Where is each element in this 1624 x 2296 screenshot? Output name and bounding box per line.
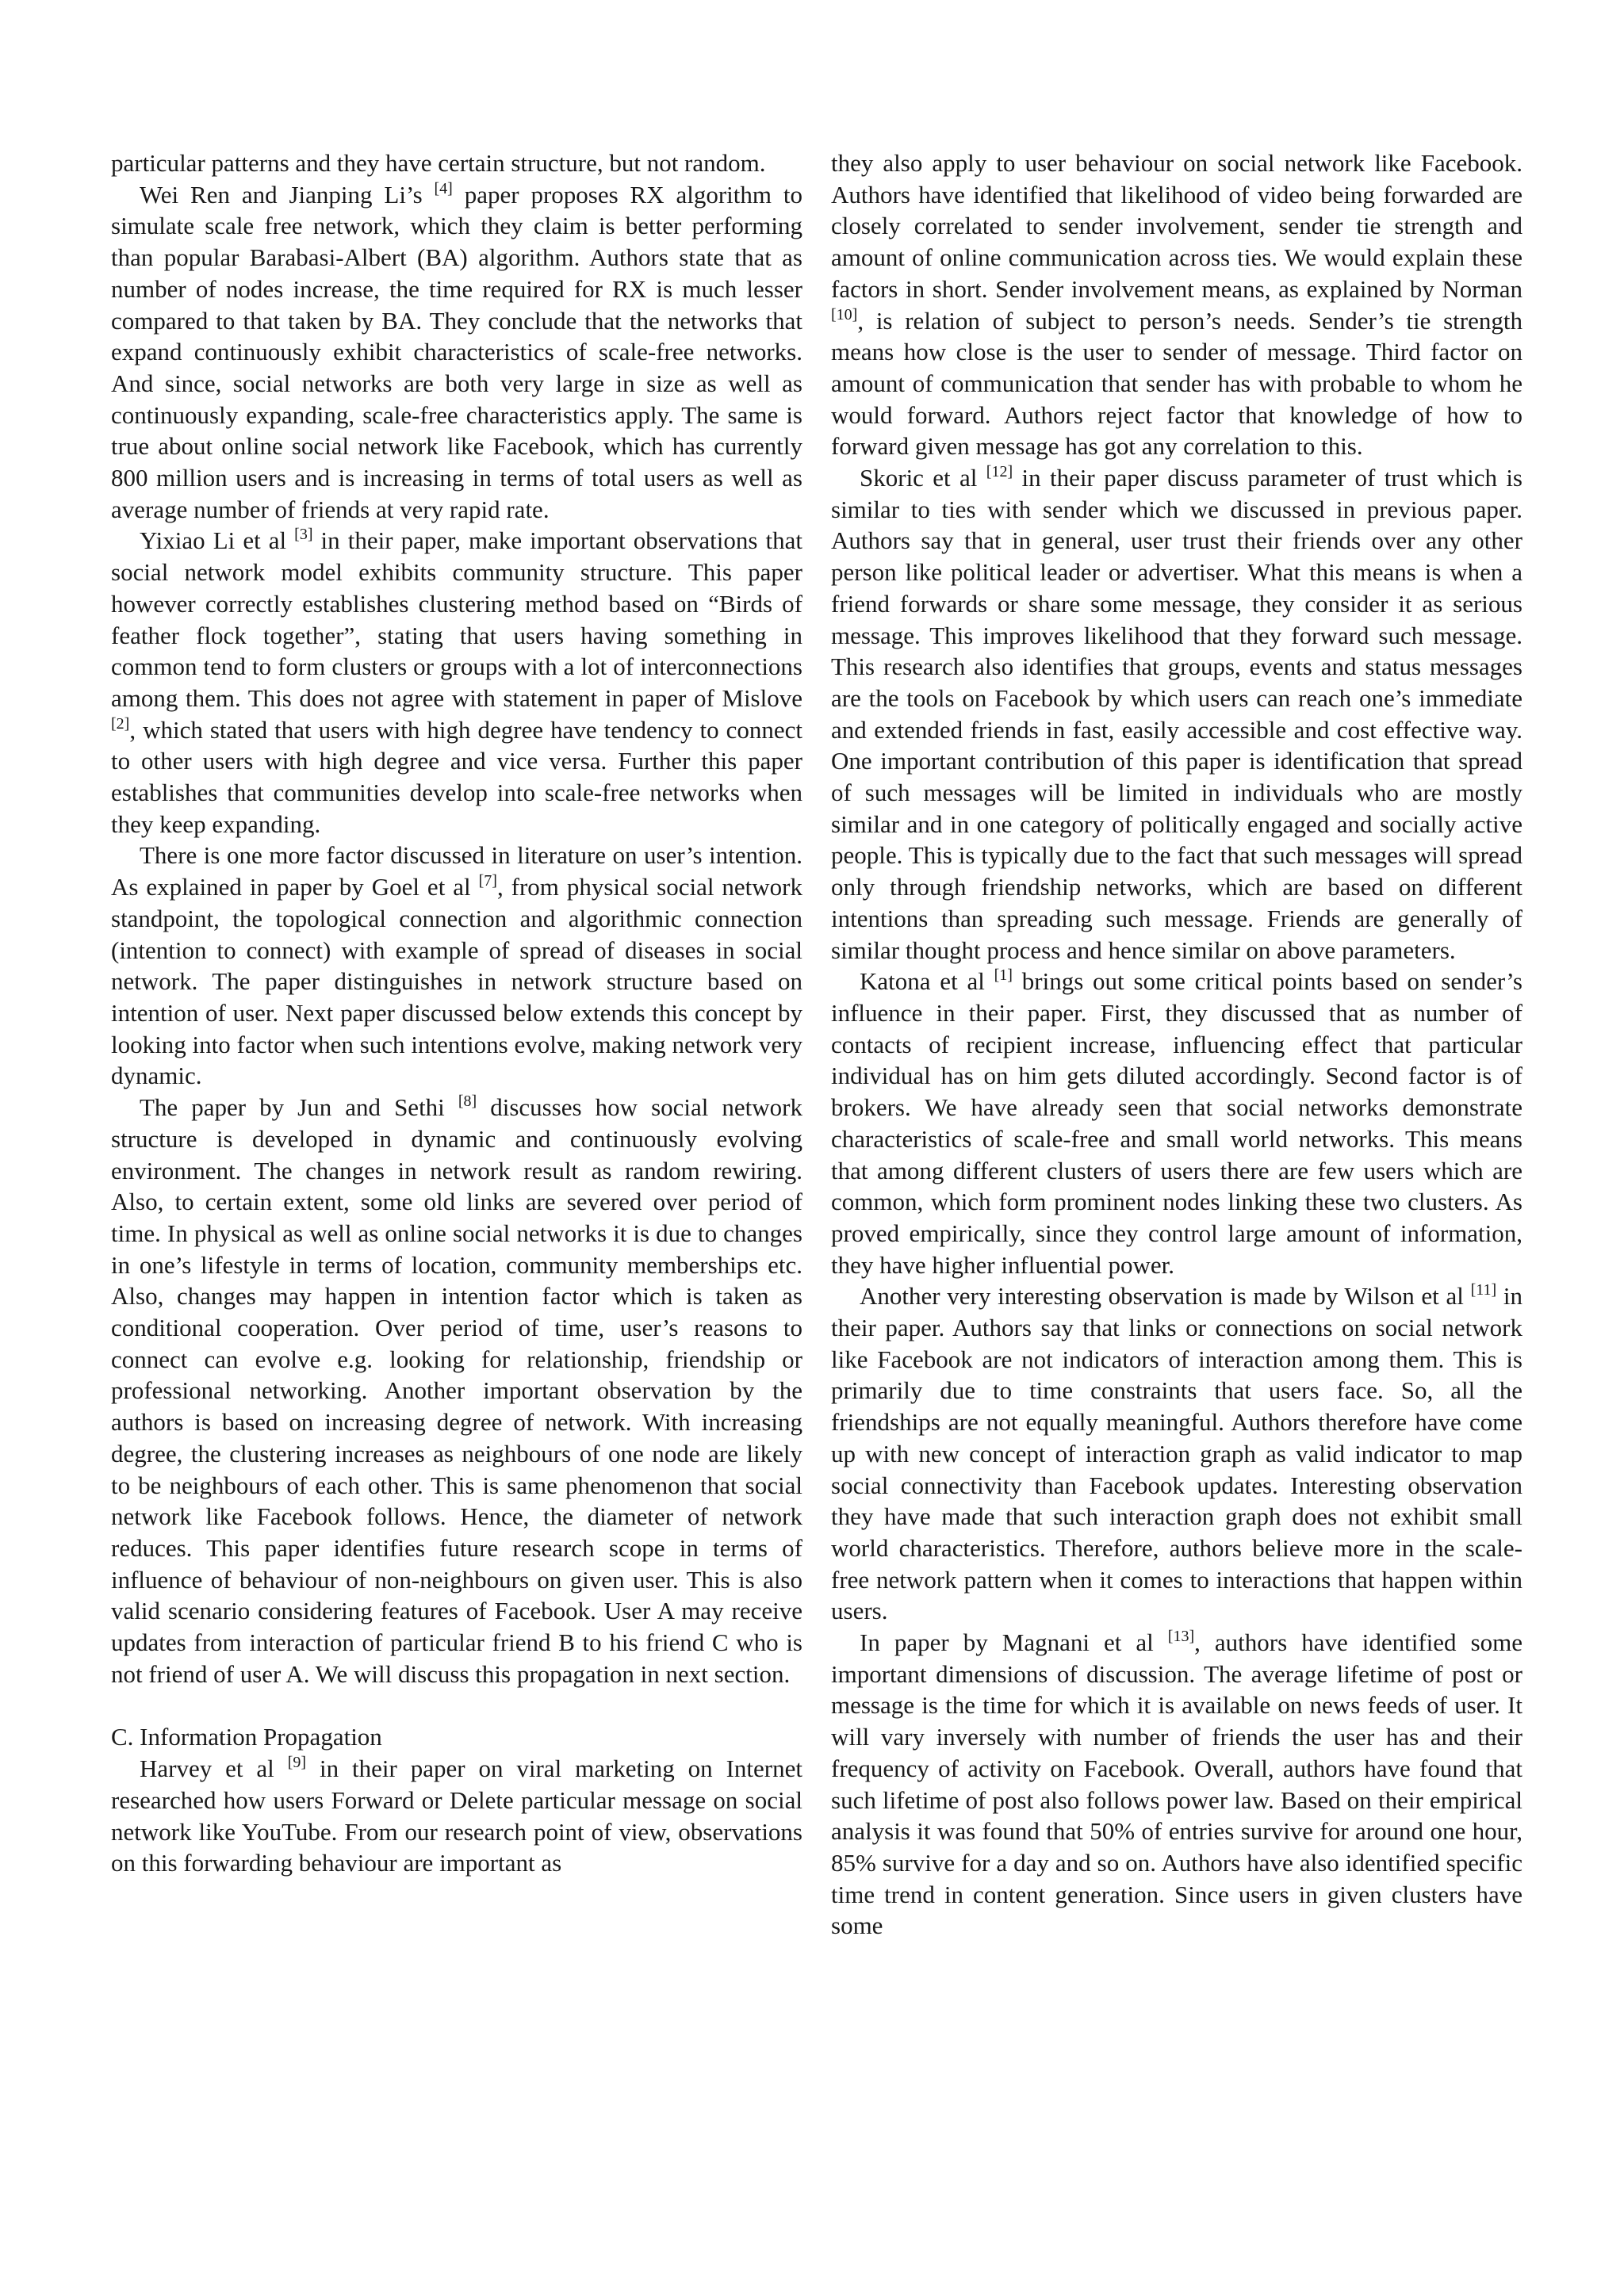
- paragraph: Katona et al [1] brings out some critical points based on sender’s influence in their paper. First, they discussed that as number of contacts of recipient increase, influencing effect that particular individual has on him gets diluted accordingly. Second factor is of brokers. We have already seen that social networks demonstrate characteristics of scale-free and small world networks. This means that among different clusters of users there are few users which are common, which form prominent nodes linking these two clusters. As proved empirically, since they control large amount of information, they have higher influential power.: [831, 966, 1522, 1279]
- paragraph: they also apply to user behaviour on social network like Facebook. Authors have identified that likelihood of video being forwarded are closely correlated to sender involvement, sender tie strength and amount of online communication across ties. We would explain these factors in short. Sender involvement means, as explained by Norman [10], is relation of subject to person’s needs. Sender’s tie strength means how close is the user to sender of message. Third factor on amount of communication that sender has with probable to whom he would forward. Authors reject factor that knowledge of how to forward given message has got any correlation to this.: [831, 149, 1522, 461]
- citation: [11]: [1470, 1281, 1497, 1299]
- citation: [4]: [434, 179, 453, 197]
- section-gap: [111, 1689, 802, 1721]
- citation: [1]: [994, 966, 1013, 985]
- citation: [10]: [831, 305, 858, 323]
- paragraph: particular patterns and they have certain structure, but not random.: [111, 149, 766, 177]
- citation: [7]: [478, 872, 497, 890]
- right-column: [831, 147, 1522, 1942]
- citation: [3]: [294, 526, 313, 544]
- citation: [9]: [287, 1754, 307, 1772]
- paragraph: Yixiao Li et al [3] in their paper, make important observations that social network model exhibits community structure. This paper however correctly establishes clustering method based on “Birds of feather flock together”, stating that users having something in common tend to form clusters or groups with a lot of interconnections among them. This does not agree with statement in paper of Mislove [2], which stated that users with high degree have tendency to connect to other users with high degree and vice versa. Further this paper establishes that communities develop into scale-free networks when they keep expanding.: [111, 526, 802, 838]
- citation: [8]: [458, 1093, 477, 1111]
- paragraph: Skoric et al [12] in their paper discuss parameter of trust which is similar to ties with sender which we discussed in previous paper. Authors say that in general, user trust their friends over any other person like political leader or advertiser. What this means is when a friend forwards or share some message, they consider it as serious message. This improves likelihood that they forward such message. This research also identifies that groups, events and status messages are the tools on Facebook by which users can reach one’s immediate and extended friends in fast, easily accessible and cost effective way. One important contribution of this paper is identification that spread of such messages will be limited in individuals who are mostly similar and in one category of politically engaged and socially active people. This is typically due to the fact that such messages will spread only through friendship networks, which are based on different intentions than spreading such message. Friends are generally of similar thought process and hence similar on above parameters.: [831, 463, 1522, 964]
- paragraph: The paper by Jun and Sethi [8] discusses how social network structure is developed in dynamic and continuously evolving environment. The changes in network result as random rewiring. Also, to certain extent, some old links are severed over period of time. In physical as well as online social networks it is due to changes in one’s lifestyle in terms of location, community memberships etc. Also, changes may happen in intention factor which is taken as conditional cooperation. Over period of time, user’s reasons to connect can evolve e.g. looking for relationship, friendship or professional networking. Another important observation by the authors is based on increasing degree of network. With increasing degree, the clustering increases as neighbours of one node are likely to be neighbours of each other. This is same phenomenon that social network like Facebook follows. Hence, the diameter of network reduces. This paper identifies future research scope in terms of influence of behaviour of non-neighbours on given user. This is also valid scenario considering features of Facebook. User A may receive updates from interaction of particular friend B to his friend C who is not friend of user A. We will discuss this propagation in next section.: [111, 1093, 802, 1688]
- left-column: [111, 147, 802, 1879]
- paragraph: There is one more factor discussed in literature on user’s intention. As explained in paper by Goel et al [7], from physical social network standpoint, the topological connection and algorithmic connection (intention to connect) with example of spread of diseases in social network. The paper distinguishes in network structure based on intention of user. Next paper discussed below extends this concept by looking into factor when such intentions evolve, making network very dynamic.: [111, 841, 802, 1090]
- paragraph: Another very interesting observation is made by Wilson et al [11] in their paper. Authors say that links or connections on social network like Facebook are not indicators of interaction among them. This is primarily due to time constraints that users face. So, all the friendships are not equally meaningful. Authors therefore have come up with new concept of interaction graph as valid indicator to map social connectivity than Facebook updates. Interesting observation they have made that such interaction graph does not exhibit small world characteristics. Therefore, authors believe more in the scale-free network pattern when it comes to interactions that happen within users.: [831, 1281, 1522, 1625]
- citation: [2]: [111, 714, 130, 733]
- paragraph: Wei Ren and Jianping Li’s [4] paper proposes RX algorithm to simulate scale free network, which they claim is better performing than popular Barabasi-Albert (BA) algorithm. Authors state that as number of nodes increase, the time required for RX is much lesser compared to that taken by BA. They conclude that the networks that expand continuously exhibit characteristics of scale-free networks. And since, social networks are both very large in size as well as continuously expanding, scale-free characteristics apply. The same is true about online social network like Facebook, which has currently 800 million users and is increasing in terms of total users as well as average number of friends at very rapid rate.: [111, 179, 802, 523]
- section-heading: C. Information Propagation: [111, 1723, 382, 1751]
- citation: [13]: [1167, 1628, 1195, 1646]
- paragraph: In paper by Magnani et al [13], authors have identified some important dimensions of discussion. The average lifetime of post or message is the time for which it is available on news feeds of user. It will vary inversely with number of friends the user has and their frequency of activity on Facebook. Overall, authors have found that such lifetime of post also follows power law. Based on their empirical analysis it was found that 50% of entries survive for around one hour, 85% survive for a day and so on. Authors have also identified specific time trend in content generation. Since users in given clusters have some: [831, 1628, 1523, 1940]
- citation: [12]: [986, 463, 1013, 481]
- paragraph: Harvey et al [9] in their paper on viral marketing on Internet researched how users Forward or Delete particular message on social network like YouTube. From our research point of view, observations on this forwarding behaviour are important as: [111, 1754, 802, 1877]
